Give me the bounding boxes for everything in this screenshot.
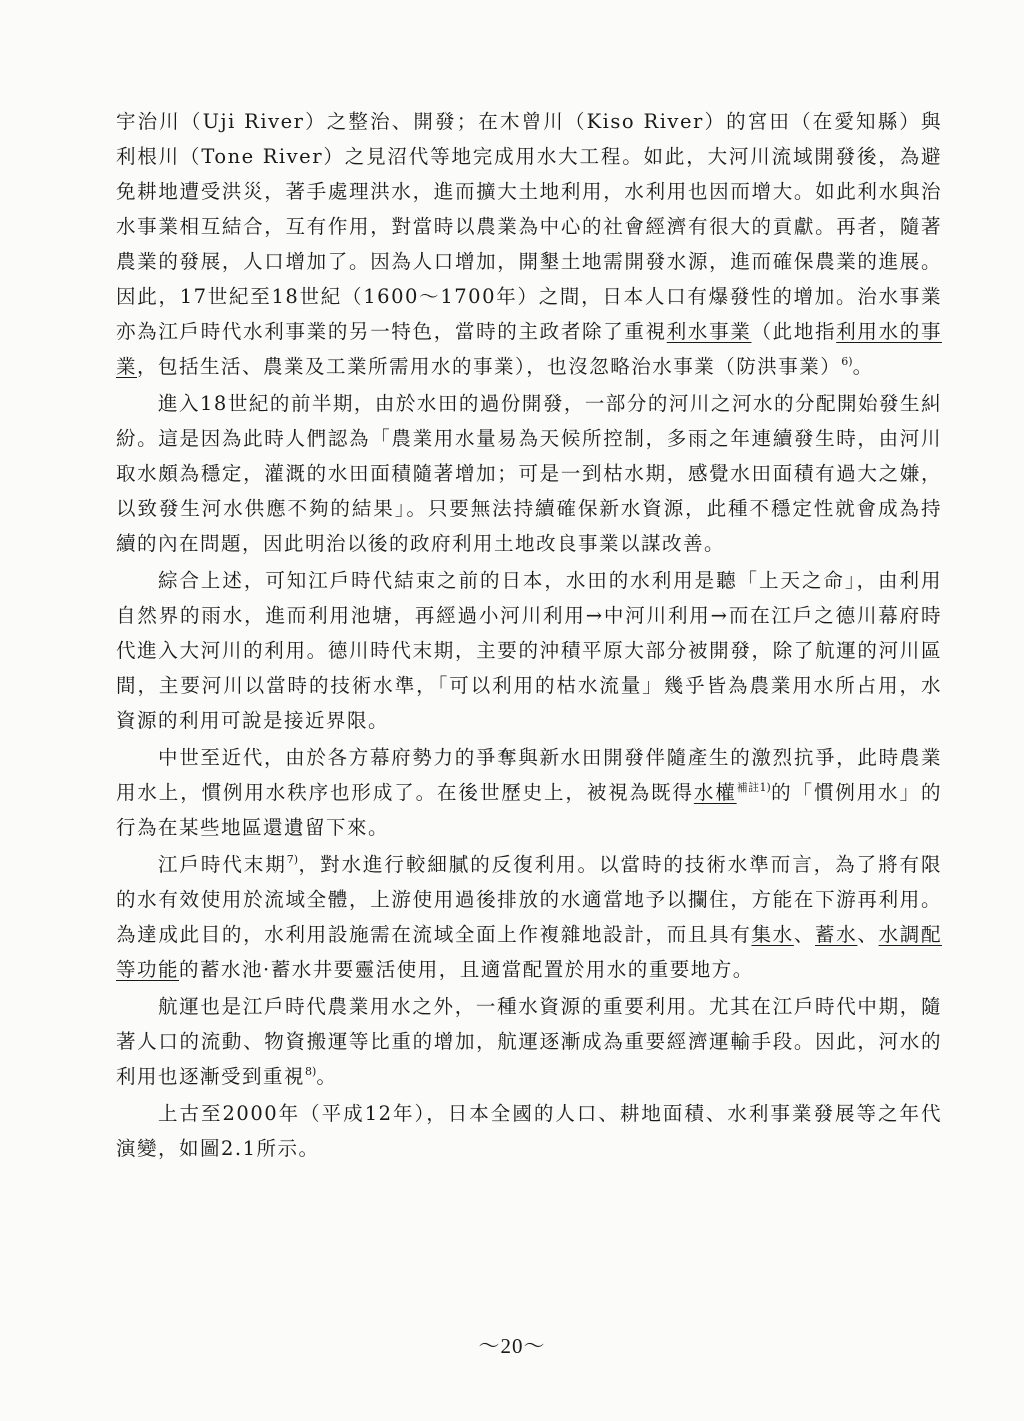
text-run: ，包括生活、農業及工業所需用水的事業），也沒忽略治水事業（防洪事業） (137, 355, 842, 378)
text-run: （此地指 (751, 320, 837, 343)
text-run: 江戶時代末期 (158, 853, 287, 876)
paragraph (116, 563, 942, 738)
footnote-ref: 7) (286, 853, 299, 866)
page-number: ～20～ (478, 1334, 546, 1358)
text-run: 進入18世紀的前半期，由於水田的過份開發，一部分的河川之河水的分配開始發生糾紛。這是因為此時人們認為「農業用水量易為天候所控制，多雨之年連續發生時，由河川取水頗為穩定，灌溉的水田面積隨著增加；可是一到枯水期，感覺水田面積有過大之嫌，以致發生河水供應不夠的結果」。只要無法持續確保新水資源，此種不穩定性就會成為持續的內在問題，因此明治以後的政府利用土地改良事業以謀改善。 (116, 392, 942, 555)
underlined-term: 蓄水 (815, 923, 858, 946)
footnote-ref: 補註1) (736, 781, 771, 794)
paragraph (116, 1096, 942, 1166)
underlined-term: 水權 (693, 781, 737, 804)
text-run: 中世至近代，由於各方幕府勢力的爭奪與新水田開發伴隨產生的激烈抗爭，此時農業用水上，慣例用水秩序也形成了。在後世歷史上，被視為既得 (116, 746, 942, 804)
footnote-ref: 8) (305, 1065, 317, 1078)
underlined-term: 利水事業 (666, 320, 752, 343)
text-run: 航運也是江戶時代農業用水之外，一種水資源的重要利用。尤其在江戶時代中期，隨著人口的流動、物資搬運等比重的增加，航運逐漸成為重要經濟運輸手段。因此，河水的利用也逐漸受到重視 (116, 995, 942, 1088)
paragraph (116, 740, 942, 845)
underlined-term: 集水 (751, 923, 794, 946)
paragraph (116, 386, 942, 561)
paragraph (116, 104, 942, 384)
footnote-ref: 6) (841, 355, 853, 368)
text-run: 、 (793, 923, 816, 946)
underlined-term: 水調配等功能 (116, 923, 942, 981)
text-run: 、 (857, 923, 879, 946)
paragraph (116, 847, 942, 987)
paragraph (116, 989, 942, 1094)
text-run: 綜合上述，可知江戶時代結束之前的日本，水田的水利用是聽「上天之命」，由利用自然界的雨水，進而利用池塘，再經過小河川利用→中河川利用→而在江戶之德川幕府時代進入大河川的利用。德川時代末期，主要的沖積平原大部分被開發，除了航運的河川區間，主要河川以當時的技術水準，「可以利用的枯水流量」幾乎皆為農業用水所占用，水資源的利用可說是接近界限。 (116, 569, 942, 732)
text-run: 。 (316, 1065, 338, 1088)
text-run: 宇治川（Uji River）之整治、開發；在木曾川（Kiso River）的宮田（在愛知縣）與利根川（Tone River）之見沼代等地完成用水大工程。如此，大河川流域開發後，為避免耕地遭受洪災，著手處理洪水，進而擴大土地利用，水利用也因而增大。如此利水與治水事業相互結合，互有作用，對當時以農業為中心的社會經濟有很大的貢獻。再者，隨著農業的發展，人口增加了。因為人口增加，開墾土地需開發水源，進而確保農業的進展。因此，17世紀至18世紀（1600～1700年）之間，日本人口有爆發性的增加。治水事業亦為江戶時代水利事業的另一特色，當時的主政者除了重視 (116, 110, 942, 343)
text-run: ，對水進行較細膩的反復利用。以當時的技術水準而言，為了將有限的水有效使用於流域全體，上游使用過後排放的水適當地予以攔住，方能在下游再利用。為達成此目的，水利用設施需在流域全面上作複雜地設計，而且具有 (116, 853, 942, 946)
text-run: 的蓄水池·蓄水井要靈活使用，且適當配置於用水的重要地方。 (179, 958, 754, 981)
body-text (116, 104, 942, 1168)
underlined-term: 利用水的事業 (116, 320, 942, 378)
text-run: 的「慣例用水」的行為在某些地區還遺留下來。 (116, 781, 942, 839)
text-run: 上古至2000年（平成12年），日本全國的人口、耕地面積、水利事業發展等之年代演變，如圖2.1所示。 (116, 1102, 942, 1160)
text-run: 。 (852, 355, 874, 378)
